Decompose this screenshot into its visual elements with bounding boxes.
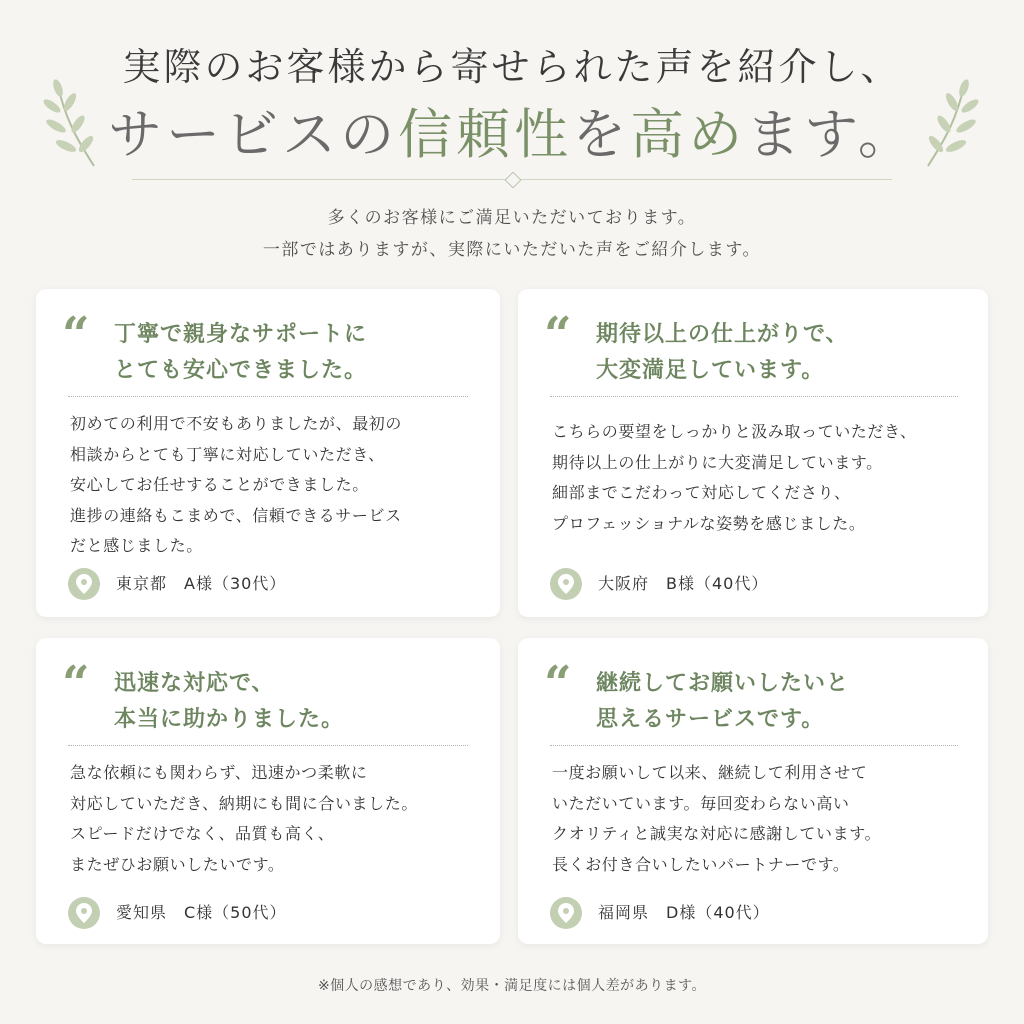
divider-ornament	[505, 172, 522, 189]
testimonial-card	[518, 638, 988, 944]
location-pin-icon	[550, 897, 582, 929]
dotted-divider	[68, 745, 468, 746]
title-line-2	[0, 100, 1024, 170]
testimonial-card	[36, 638, 500, 944]
testimonial-body: 初めての利用で不安もありましたが、最初の 相談からとても丁寧に対応していただき、 安心してお任せすることができました。 進捗の連絡もこまめで、信頼できるサービス だと感じました。	[70, 414, 403, 555]
testimonial-heading	[114, 317, 367, 389]
subtitle-line-2: 一部ではありますが、実際にいただいた声をご紹介します。	[262, 240, 762, 260]
testimonial-heading-line-2: 大変満足しています。	[596, 358, 825, 383]
testimonial-heading	[596, 317, 849, 389]
quote-icon: “	[544, 656, 572, 712]
testimonial-body: 一度お願いして以来、継続して利用させて いただいています。毎回変わらない高い クオリティと誠実な対応に感謝しています。 長くお付き合いしたいパートナーです。	[552, 763, 882, 874]
location-pin-icon	[550, 568, 582, 600]
title-line-2-post: ます。	[746, 103, 916, 166]
customer-location: 福岡県 D様（40代）	[598, 903, 770, 922]
title-line-2-mid: を	[572, 103, 631, 166]
title-line-2-pre: サービスの	[108, 103, 399, 166]
testimonial-heading-line-2: 思えるサービスです。	[596, 707, 825, 732]
title-line-1: 実際のお客様から寄せられた声を紹介し、	[122, 45, 902, 89]
testimonial-heading-line-1: 丁寧で親身なサポートに	[114, 322, 368, 347]
testimonial-body: 急な依頼にも関わらず、迅速かつ柔軟に 対応していただき、納期にも間に合いました。 スピードだけでなく、品質も高く、 またぜひお願いしたいです。	[70, 763, 418, 874]
testimonial-heading-line-2: 本当に助かりました。	[114, 707, 345, 732]
location-pin-icon	[68, 897, 100, 929]
customer-location: 愛知県 C様（50代）	[116, 903, 287, 922]
location-pin-icon	[68, 568, 100, 600]
title-accent-2: 高め	[630, 103, 747, 166]
testimonial-heading-line-1: 迅速な対応で、	[114, 671, 275, 696]
quote-icon: “	[544, 307, 572, 363]
testimonial-heading	[114, 666, 344, 738]
testimonial-heading-line-1: 期待以上の仕上がりで、	[596, 322, 849, 347]
dotted-divider	[550, 745, 958, 746]
testimonial-body: こちらの要望をしっかりと汲み取っていただき、 期待以上の仕上がりに大変満足しています。 細部までこだわって対応してくださり、 プロフェッショナルな姿勢を感じました。	[552, 422, 917, 533]
testimonial-card	[518, 289, 988, 617]
subtitle	[0, 202, 1024, 266]
testimonial-heading-line-2: とても安心できました。	[114, 358, 368, 383]
footnote: ※個人の感想であり、効果・満足度には個人差があります。	[317, 978, 707, 994]
header	[0, 0, 1024, 290]
quote-icon: “	[62, 656, 90, 712]
testimonial-heading-line-1: 継続してお願いしたいと	[596, 671, 850, 696]
customer-location: 大阪府 B様（40代）	[598, 574, 769, 593]
testimonial-card	[36, 289, 500, 617]
customer-location: 東京都 A様（30代）	[116, 574, 287, 593]
subtitle-line-1: 多くのお客様にご満足いただいております。	[327, 208, 697, 228]
quote-icon: “	[62, 307, 90, 363]
title-accent: 信頼性	[398, 103, 573, 166]
dotted-divider	[68, 396, 468, 397]
dotted-divider	[550, 396, 958, 397]
testimonial-heading	[596, 666, 849, 738]
